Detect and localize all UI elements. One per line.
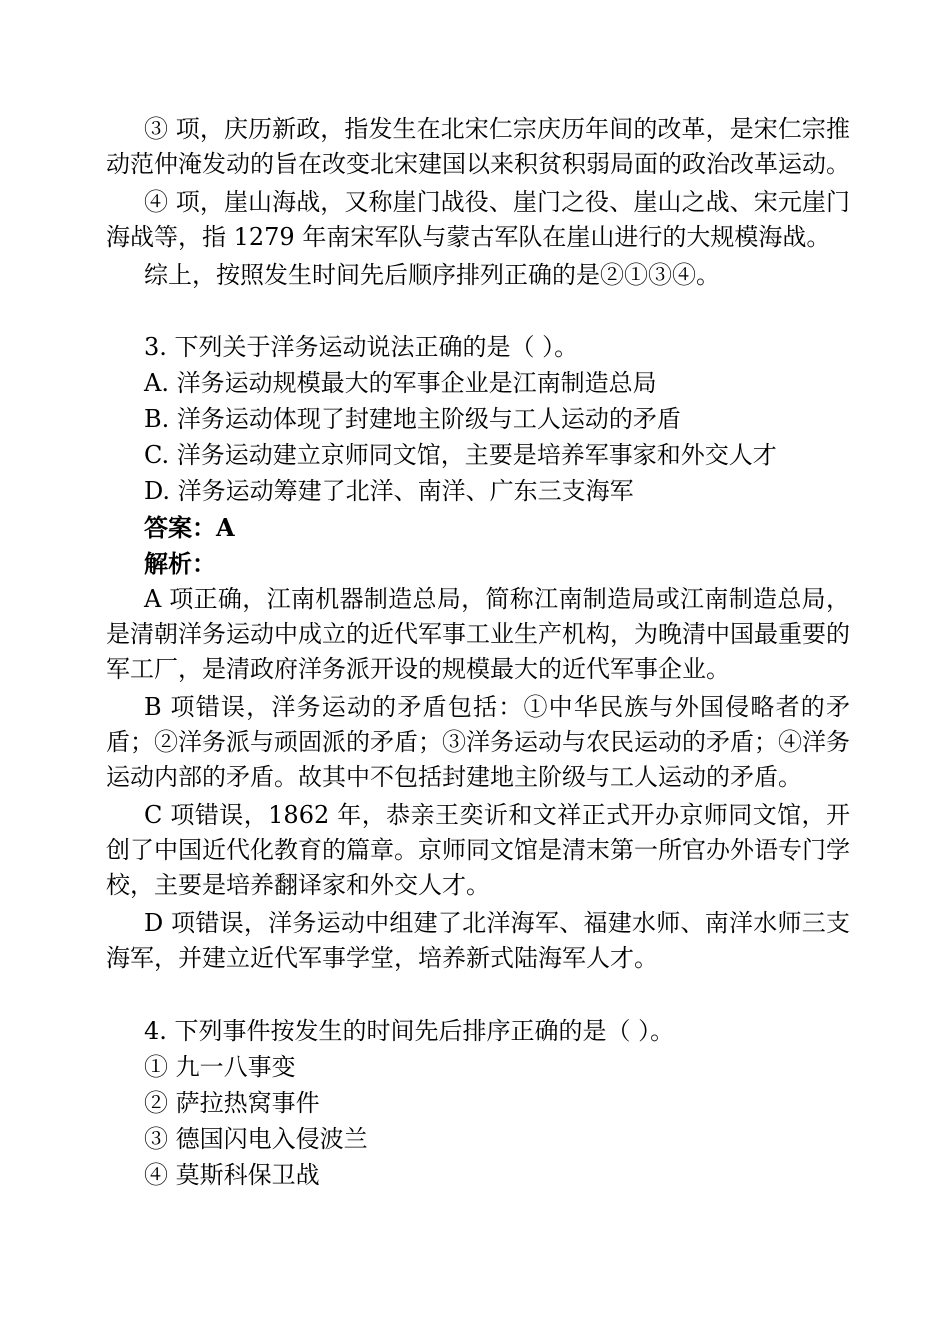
- document-page: [106, 112, 850, 1194]
- question-4-item-2: ② 萨拉热窝事件: [144, 1089, 320, 1117]
- question-4-stem: 4. 下列事件按发生的时间先后排序正确的是（ ）。: [144, 1017, 675, 1045]
- section-gap: [106, 979, 850, 1014]
- question-3-option-a: A. 洋务运动规模最大的军事企业是江南制造总局: [144, 369, 657, 397]
- question-3-analysis-label: 解析：: [144, 549, 216, 578]
- question-3-option-b: B. 洋务运动体现了封建地主阶级与工人运动的矛盾: [144, 405, 681, 433]
- question-4-item-1: ① 九一八事变: [144, 1053, 296, 1081]
- question-3-analysis-c: C 项错误，1862 年，恭亲王奕䜣和文祥正式开办京师同文馆，开创了中国近代化教育的篇章。京师同文馆是清末第一所官办外语专门学校，主要是培养翻译家和外交人才。: [106, 801, 850, 899]
- section-gap: [106, 296, 850, 330]
- question-3-option-d: D. 洋务运动筹建了北洋、南洋、广东三支海军: [144, 477, 634, 505]
- question-4-item-4: ④ 莫斯科保卫战: [144, 1161, 320, 1189]
- analysis-item-4: ④ 项，崖山海战，又称崖门战役、崖门之役、崖山之战、宋元崖门海战等，指 1279 年南宋军队与蒙古军队在崖山进行的大规模海战。: [106, 188, 850, 251]
- question-3-option-c: C. 洋务运动建立京师同文馆，主要是培养军事家和外交人才: [144, 441, 777, 469]
- analysis-summary: 综上，按照发生时间先后顺序排列正确的是②①③④。: [144, 261, 720, 289]
- question-3-analysis-a: A 项正确，江南机器制造总局，简称江南制造局或江南制造总局，是清朝洋务运动中成立的近代军事工业生产机构，为晚清中国最重要的军工厂，是清政府洋务派开设的规模最大的近代军事企业。: [106, 585, 850, 683]
- question-3-analysis-d: D 项错误，洋务运动中组建了北洋海军、福建水师、南洋水师三支海军，并建立近代军事学堂，培养新式陆海军人才。: [106, 909, 850, 972]
- question-3-analysis-b: B 项错误，洋务运动的矛盾包括：①中华民族与外国侵略者的矛盾；②洋务派与顽固派的矛盾；③洋务运动与农民运动的矛盾；④洋务运动内部的矛盾。故其中不包括封建地主阶级与工人运动的矛盾。: [106, 693, 850, 791]
- analysis-item-3: ③ 项，庆历新政，指发生在北宋仁宗庆历年间的改革，是宋仁宗推动范仲淹发动的旨在改变北宋建国以来积贫积弱局面的政治改革运动。: [106, 115, 850, 178]
- question-3-stem: 3. 下列关于洋务运动说法正确的是（ ）。: [144, 333, 579, 361]
- question-4-item-3: ③ 德国闪电入侵波兰: [144, 1125, 368, 1153]
- question-3-answer: 答案：A: [144, 513, 235, 542]
